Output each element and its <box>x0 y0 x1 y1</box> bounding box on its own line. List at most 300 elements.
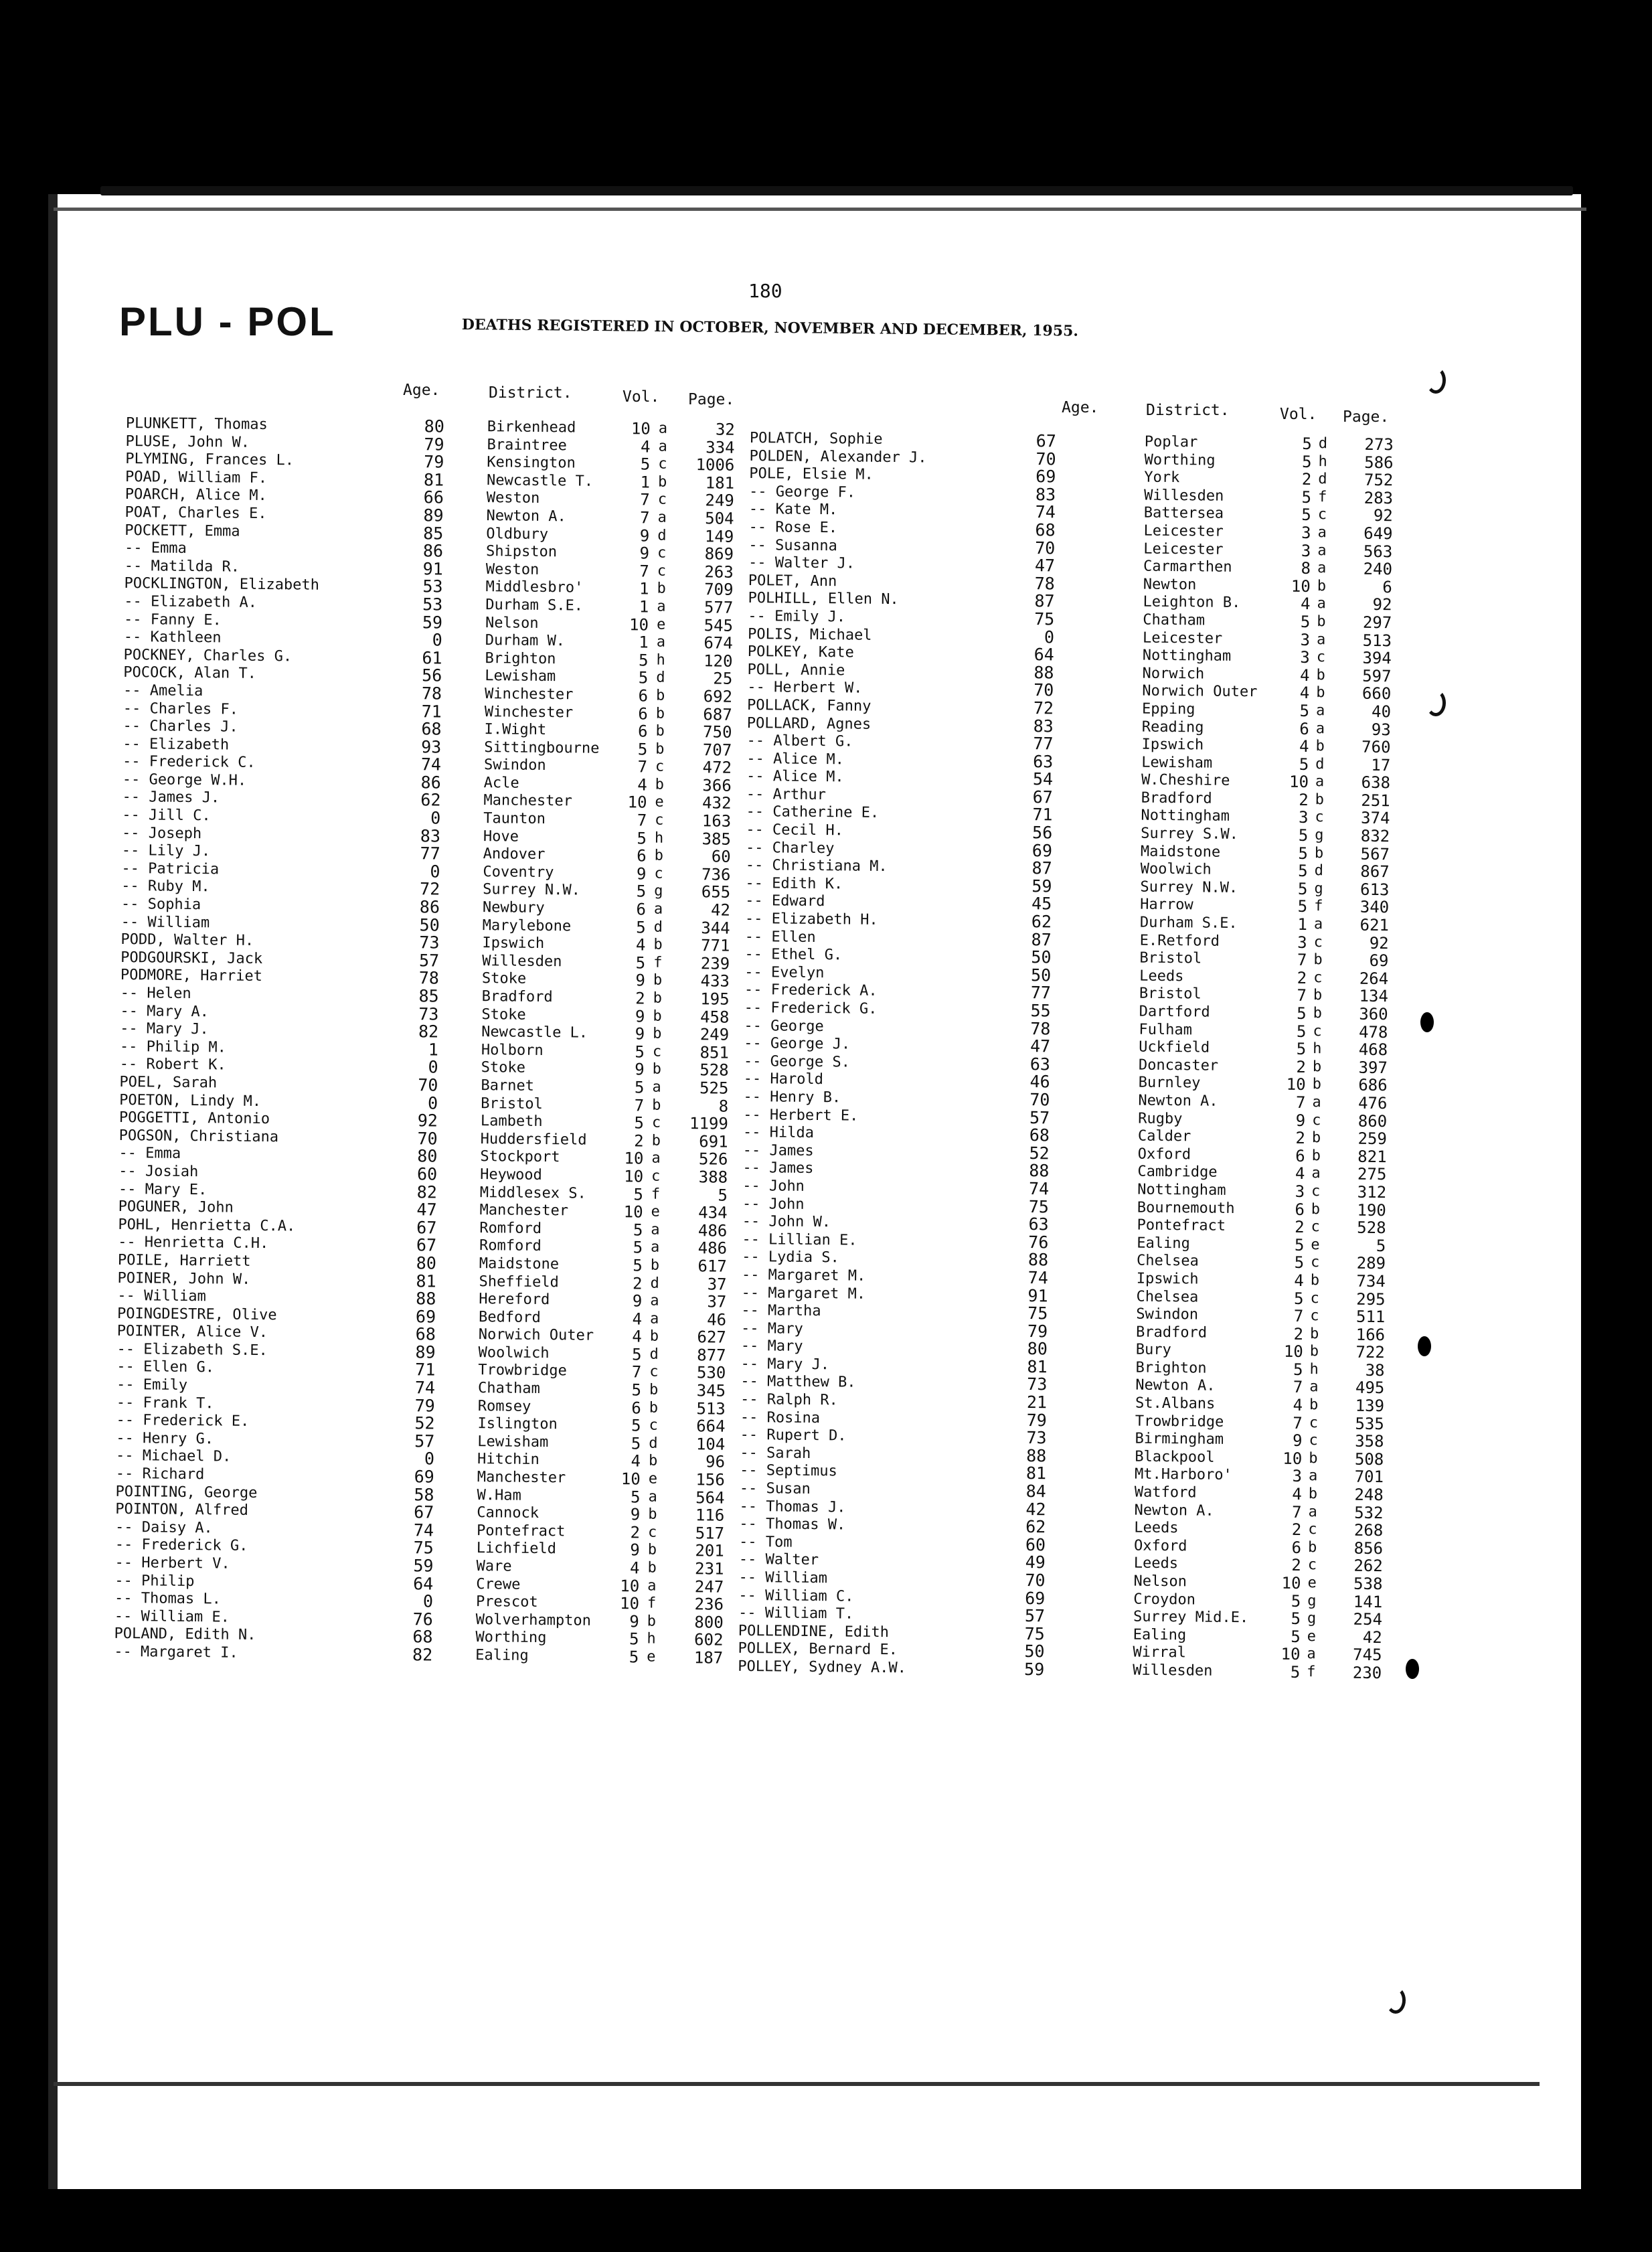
entry-section: b <box>649 1399 659 1417</box>
entry-district: Weston <box>485 560 540 578</box>
entry-section: a <box>651 1221 660 1238</box>
entry-volume: 5 <box>638 668 649 688</box>
entry-page: 37 <box>707 1274 727 1294</box>
entry-page: 268 <box>1353 1520 1384 1540</box>
entry-volume: 5 <box>637 829 647 848</box>
entry-age: 54 <box>1032 769 1054 789</box>
entry-district: Bristol <box>1139 985 1202 1003</box>
entry-district: Oxford <box>1133 1537 1187 1555</box>
entry-age: 83 <box>1035 484 1056 505</box>
entry-page: 297 <box>1362 613 1392 633</box>
entry-page: 37 <box>707 1292 727 1311</box>
entry-district: Ealing <box>1133 1626 1187 1644</box>
entry-name: -- Herbert W. <box>747 679 863 697</box>
entry-section: b <box>647 1559 657 1577</box>
entry-district: Leighton B. <box>1143 593 1241 612</box>
entry-volume: 10 <box>624 1167 644 1186</box>
entry-age: 61 <box>422 647 442 668</box>
entry-section: b <box>1313 951 1323 969</box>
entry-name: -- Herbert V. <box>114 1554 230 1573</box>
entry-page: 613 <box>1359 880 1390 900</box>
entry-section: c <box>658 455 667 473</box>
entry-page: 263 <box>704 562 734 582</box>
entry-name: PODMORE, Harriet <box>120 967 262 985</box>
entry-page: 96 <box>705 1452 726 1472</box>
entry-page: 345 <box>696 1381 726 1400</box>
entry-district: Manchester <box>477 1469 566 1487</box>
entry-name: -- Ruby M. <box>121 878 210 896</box>
entry-page: 1199 <box>689 1114 729 1133</box>
entry-volume: 10 <box>1281 1645 1301 1664</box>
entry-volume: 4 <box>632 1327 642 1346</box>
entry-page: 163 <box>701 811 732 831</box>
entry-district: Ware <box>476 1558 512 1575</box>
entry-section: a <box>651 1149 661 1168</box>
entry-age: 70 <box>1034 680 1054 700</box>
entry-district: Leeds <box>1139 967 1184 985</box>
entry-volume: 9 <box>630 1540 640 1560</box>
entry-age: 87 <box>1031 929 1052 949</box>
entry-volume: 6 <box>1295 1146 1305 1165</box>
entry-volume: 5 <box>635 953 646 973</box>
header-vol: Vol. <box>623 388 660 406</box>
entry-section: a <box>1313 916 1323 933</box>
entry-volume: 9 <box>639 526 650 546</box>
entry-page: 254 <box>1353 1609 1383 1629</box>
entry-district: Epping <box>1141 700 1195 718</box>
entry-age: 86 <box>420 773 441 793</box>
scan-bottom-edge <box>54 2082 1540 2086</box>
entry-name: -- Thomas W. <box>739 1516 846 1534</box>
entry-district: Bradford <box>1135 1323 1208 1342</box>
entry-page: 248 <box>1354 1485 1384 1505</box>
entry-name: POHL, Henrietta C.A. <box>118 1216 296 1235</box>
entry-page: 93 <box>1371 720 1391 739</box>
entry-volume: 5 <box>633 1220 643 1240</box>
entry-district: Leeds <box>1133 1554 1179 1573</box>
entry-age: 56 <box>422 665 442 686</box>
entry-volume: 1 <box>639 633 649 652</box>
entry-district: Durham S.E. <box>1139 914 1238 933</box>
entry-page: 476 <box>1357 1093 1388 1113</box>
entry-page: 860 <box>1357 1111 1388 1131</box>
entry-page: 760 <box>1361 737 1391 757</box>
entry-section: b <box>655 687 665 704</box>
entry-name: -- Emma <box>118 1145 181 1163</box>
entry-volume: 5 <box>1291 1627 1301 1646</box>
entry-page: 511 <box>1355 1307 1386 1327</box>
entry-district: Stoke <box>481 1059 526 1077</box>
entry-section: d <box>656 669 665 687</box>
header-age: Age. <box>1062 399 1099 416</box>
entry-volume: 2 <box>1301 470 1312 489</box>
entry-page: 166 <box>1355 1325 1386 1344</box>
entry-age: 70 <box>417 1128 438 1149</box>
entry-volume: 5 <box>634 1113 645 1133</box>
entry-section: f <box>1307 1664 1316 1681</box>
entry-page: 649 <box>1364 524 1393 544</box>
entry-age: 70 <box>1025 1571 1046 1591</box>
entry-section: e <box>648 1470 658 1487</box>
entry-district: Bedford <box>478 1308 541 1326</box>
entry-district: Hereford <box>479 1291 550 1309</box>
entry-section: b <box>648 1506 657 1523</box>
entry-age: 64 <box>1034 645 1054 665</box>
entry-age: 63 <box>1028 1214 1049 1234</box>
entry-district: Bradford <box>1141 789 1212 807</box>
entry-page: 528 <box>1357 1218 1386 1238</box>
entry-age: 84 <box>1025 1481 1046 1502</box>
entry-district: Marylebone <box>482 916 572 935</box>
entry-district: Uckfield <box>1139 1038 1210 1056</box>
entry-page: 240 <box>1363 559 1393 579</box>
entry-volume: 5 <box>638 651 649 670</box>
entry-district: Ipswich <box>482 935 545 953</box>
entry-district: Brighton <box>1135 1359 1207 1377</box>
entry-age: 0 <box>430 862 440 882</box>
entry-volume: 4 <box>1299 736 1309 756</box>
entry-page: 312 <box>1357 1182 1387 1202</box>
entry-name: -- Frederick A. <box>744 981 878 1000</box>
entry-volume: 3 <box>1301 541 1311 560</box>
entry-page: 486 <box>697 1220 728 1240</box>
entry-age: 69 <box>1036 467 1056 487</box>
entry-district: Wolverhampton <box>475 1611 592 1629</box>
entry-district: Willesden <box>482 952 562 971</box>
entry-volume: 3 <box>1297 933 1307 952</box>
entry-volume: 5 <box>1298 843 1309 863</box>
entry-section: a <box>1315 702 1325 720</box>
entry-section: b <box>648 1453 658 1470</box>
entry-age: 79 <box>1026 1410 1047 1430</box>
entry-page: 526 <box>698 1149 728 1170</box>
header-district: District. <box>489 384 572 402</box>
entry-volume: 2 <box>1291 1520 1302 1540</box>
entry-district: Norwich Outer <box>478 1326 594 1345</box>
entry-age: 70 <box>1035 538 1056 558</box>
entry-name: -- Rosina <box>740 1409 821 1427</box>
entry-age: 81 <box>416 1271 436 1291</box>
entry-section: a <box>1308 1467 1318 1485</box>
entry-section: c <box>655 811 664 829</box>
entry-district: Chelsea <box>1136 1288 1199 1305</box>
entry-district: Nelson <box>485 614 539 632</box>
entry-section: b <box>652 1060 662 1078</box>
entry-name: -- Thomas L. <box>114 1590 222 1608</box>
entry-age: 80 <box>416 1253 436 1273</box>
entry-volume: 5 <box>635 1042 645 1062</box>
entry-volume: 2 <box>1295 1129 1306 1148</box>
entry-name: POINTER, Alice V. <box>116 1323 268 1342</box>
entry-district: Watford <box>1134 1483 1197 1502</box>
entry-page: 545 <box>704 615 734 635</box>
entry-name: -- Harold <box>743 1070 824 1089</box>
entry-district: Newton A. <box>1138 1092 1218 1110</box>
entry-section: d <box>649 1435 658 1452</box>
entry-page: 273 <box>1364 434 1394 455</box>
entry-name: -- Martha <box>741 1302 821 1320</box>
entry-age: 76 <box>1028 1232 1049 1253</box>
entry-page: 563 <box>1363 542 1393 561</box>
entry-name: -- Susan <box>739 1479 811 1498</box>
entry-name: -- Ellen G. <box>116 1358 215 1376</box>
entry-name: -- Kate M. <box>748 501 838 519</box>
entry-name: -- John W. <box>742 1213 831 1231</box>
entry-section: c <box>1313 1022 1322 1040</box>
entry-volume: 4 <box>1300 594 1311 614</box>
entry-page: 513 <box>1362 631 1392 650</box>
entry-district: Woolwich <box>1140 860 1212 878</box>
entry-name: -- Joseph <box>121 824 202 842</box>
entry-age: 70 <box>1036 449 1056 469</box>
entry-district: Birkenhead <box>487 418 576 436</box>
entry-age: 81 <box>1025 1463 1047 1483</box>
entry-district: Dartford <box>1139 1003 1210 1021</box>
entry-district: Kensington <box>487 454 576 472</box>
entry-district: Carmarthen <box>1143 558 1232 576</box>
entry-volume: 4 <box>629 1558 640 1578</box>
entry-name: -- Walter <box>738 1551 819 1569</box>
entry-district: Croydon <box>1133 1591 1196 1609</box>
entry-name: -- Charles J. <box>122 718 238 736</box>
entry-page: 394 <box>1362 648 1392 668</box>
entry-name: -- William T. <box>738 1605 854 1623</box>
entry-name: -- Frederick G. <box>744 999 878 1018</box>
entry-age: 59 <box>422 612 443 633</box>
entry-volume: 4 <box>1292 1484 1302 1504</box>
entry-age: 83 <box>420 825 441 846</box>
entry-age: 69 <box>1031 840 1053 861</box>
entry-district: Lambeth <box>480 1113 543 1131</box>
entry-age: 71 <box>1032 805 1053 825</box>
entry-section: b <box>1313 987 1323 1004</box>
entry-section: c <box>654 865 663 882</box>
entry-name: -- Ethel G. <box>744 946 843 964</box>
entry-age: 52 <box>414 1413 435 1433</box>
entry-page: 259 <box>1357 1129 1388 1149</box>
entry-age: 67 <box>416 1217 437 1238</box>
entry-age: 0 <box>428 1057 438 1077</box>
entry-age: 87 <box>1034 591 1055 611</box>
entry-section: e <box>1307 1575 1317 1592</box>
entry-name: -- Mary <box>740 1338 803 1356</box>
entry-volume: 7 <box>1293 1306 1304 1326</box>
entry-volume: 3 <box>1295 1182 1305 1201</box>
entry-page: 6 <box>1382 577 1392 596</box>
entry-section: d <box>1318 435 1328 453</box>
entry-section: b <box>655 740 665 758</box>
entry-district: Surrey N.W. <box>483 881 581 899</box>
entry-district: Norwich <box>1142 665 1205 683</box>
entry-section: h <box>654 829 664 847</box>
entry-age: 75 <box>1027 1303 1048 1323</box>
entry-page: 17 <box>1371 755 1391 775</box>
entry-page: 134 <box>1359 987 1389 1006</box>
entry-volume: 4 <box>1294 1271 1304 1290</box>
entry-name: -- William <box>738 1569 828 1587</box>
entry-district: Lewisham <box>1141 754 1213 772</box>
entry-district: Manchester <box>479 1202 569 1220</box>
entry-district: Sittingbourne <box>484 738 600 757</box>
entry-age: 74 <box>413 1520 434 1540</box>
entry-district: Crewe <box>476 1575 521 1593</box>
entry-name: -- Emma <box>124 540 187 558</box>
entry-name: -- Amelia <box>122 681 203 700</box>
entry-age: 80 <box>417 1146 438 1166</box>
entry-page: 564 <box>695 1487 725 1508</box>
entry-section: b <box>1309 1449 1318 1467</box>
entry-name: -- Kathleen <box>123 629 222 647</box>
entry-page: 149 <box>704 526 734 546</box>
entry-section: c <box>1313 969 1323 987</box>
entry-name: POLKEY, Kate <box>747 643 854 661</box>
entry-volume: 5 <box>631 1416 641 1435</box>
entry-volume: 5 <box>629 1629 639 1649</box>
entry-volume: 6 <box>637 846 647 866</box>
entry-volume: 4 <box>635 935 646 955</box>
entry-section: a <box>1307 1645 1316 1663</box>
entry-name: -- Josiah <box>118 1162 199 1181</box>
entry-section: b <box>1311 1129 1321 1147</box>
entry-page: 745 <box>1352 1645 1382 1665</box>
entry-name: -- Jill C. <box>122 807 211 825</box>
entry-age: 62 <box>420 790 441 811</box>
entry-age: 89 <box>415 1342 436 1362</box>
entry-volume: 5 <box>630 1487 641 1507</box>
entry-section: c <box>649 1364 659 1381</box>
entry-age: 68 <box>421 719 442 739</box>
entry-section: f <box>651 1186 661 1203</box>
entry-section: b <box>1307 1538 1317 1556</box>
entry-section: a <box>1317 524 1327 542</box>
entry-age: 1 <box>428 1040 439 1060</box>
entry-section: b <box>657 473 667 491</box>
entry-section: c <box>652 1043 662 1060</box>
entry-volume: 5 <box>631 1345 642 1364</box>
entry-volume: 5 <box>1298 862 1308 881</box>
entry-name: POGSON, Christiana <box>118 1127 279 1145</box>
entry-volume: 6 <box>638 686 649 706</box>
entry-age: 83 <box>1033 716 1054 736</box>
entry-section: e <box>651 1203 660 1220</box>
entry-volume: 10 <box>620 1576 640 1596</box>
entry-page: 195 <box>700 989 730 1009</box>
entry-district: Wirral <box>1133 1643 1187 1662</box>
entry-section: b <box>1311 1200 1321 1218</box>
header-page: Page. <box>1343 408 1390 426</box>
entry-section: e <box>647 1648 656 1666</box>
header-page: Page. <box>688 391 735 408</box>
entry-section: g <box>1314 880 1323 898</box>
entry-section: a <box>657 509 667 526</box>
entry-name: -- Walter J. <box>748 554 855 572</box>
entry-page: 92 <box>1372 595 1392 615</box>
entry-volume: 5 <box>1296 1040 1307 1059</box>
entry-page: 736 <box>701 865 731 884</box>
entry-name: -- John <box>742 1195 805 1213</box>
entry-name: POLHILL, Ellen N. <box>748 590 899 609</box>
header-age: Age. <box>403 382 440 399</box>
entry-name: -- Henry G. <box>116 1429 214 1448</box>
entry-page: 366 <box>702 776 732 795</box>
entry-section: h <box>1309 1360 1319 1378</box>
entry-volume: 7 <box>639 562 649 581</box>
entry-age: 55 <box>1030 1001 1051 1021</box>
entry-district: Romford <box>479 1219 542 1237</box>
entry-age: 76 <box>412 1609 433 1629</box>
entry-district: Newbury <box>482 899 545 917</box>
entry-section: b <box>1316 666 1325 683</box>
entry-age: 91 <box>422 559 443 579</box>
entry-district: Reading <box>1141 718 1204 736</box>
entry-district: Battersea <box>1143 505 1224 523</box>
entry-page: 752 <box>1364 471 1394 490</box>
entry-district: Winchester <box>484 703 574 721</box>
entry-volume: 5 <box>1299 754 1309 774</box>
entry-volume: 5 <box>1298 825 1309 846</box>
entry-district: Ealing <box>475 1647 529 1664</box>
entry-volume: 3 <box>1300 648 1310 667</box>
entry-page: 432 <box>701 793 732 813</box>
entry-name: POLAND, Edith N. <box>114 1625 256 1644</box>
entry-page: 602 <box>693 1630 724 1650</box>
entry-age: 77 <box>1030 983 1052 1003</box>
entry-page: 46 <box>707 1310 727 1330</box>
entry-page: 722 <box>1355 1343 1385 1362</box>
entry-name: -- Mary <box>740 1319 803 1338</box>
entry-page: 771 <box>700 936 730 955</box>
entry-district: Newcastle T. <box>486 471 594 490</box>
entry-district: Ealing <box>1137 1234 1190 1253</box>
entry-page: 236 <box>694 1595 724 1614</box>
entry-page: 25 <box>713 669 733 689</box>
entry-section: a <box>653 900 663 918</box>
entry-page: 686 <box>1358 1076 1388 1095</box>
entry-district: Bury <box>1135 1341 1171 1359</box>
entry-age: 78 <box>1034 573 1055 594</box>
entry-age: 67 <box>414 1502 434 1522</box>
entry-volume: 5 <box>1301 505 1311 525</box>
entry-page: 734 <box>1356 1271 1386 1291</box>
entry-age: 57 <box>1024 1606 1046 1626</box>
entry-page: 433 <box>700 971 730 991</box>
entry-age: 67 <box>1036 431 1056 451</box>
entry-name: -- Herbert E. <box>743 1106 859 1125</box>
entry-volume: 5 <box>1302 434 1312 454</box>
entry-volume: 5 <box>1297 1003 1307 1024</box>
entry-section: f <box>1314 898 1323 915</box>
entry-volume: 7 <box>631 1362 642 1382</box>
entry-age: 74 <box>1028 1178 1050 1199</box>
entry-page: 104 <box>695 1435 726 1454</box>
entry-name: -- George S. <box>743 1052 851 1071</box>
entry-name: -- Lydia S. <box>742 1249 839 1267</box>
entry-section: e <box>655 794 664 811</box>
entry-section: d <box>657 527 667 544</box>
entry-volume: 3 <box>1292 1467 1303 1486</box>
entry-age: 69 <box>1025 1588 1046 1608</box>
entry-name: -- Frederick E. <box>116 1412 250 1431</box>
entry-name: -- Albert G. <box>746 732 853 750</box>
entry-district: Oxford <box>1137 1145 1191 1163</box>
entry-name: POLL, Annie <box>747 661 845 679</box>
entry-section: h <box>1313 1040 1322 1058</box>
entry-age: 21 <box>1026 1392 1048 1413</box>
entry-volume: 10 <box>1281 1573 1301 1593</box>
entry-age: 64 <box>413 1573 434 1594</box>
entry-page: 664 <box>696 1417 726 1436</box>
entry-age: 60 <box>416 1164 438 1184</box>
